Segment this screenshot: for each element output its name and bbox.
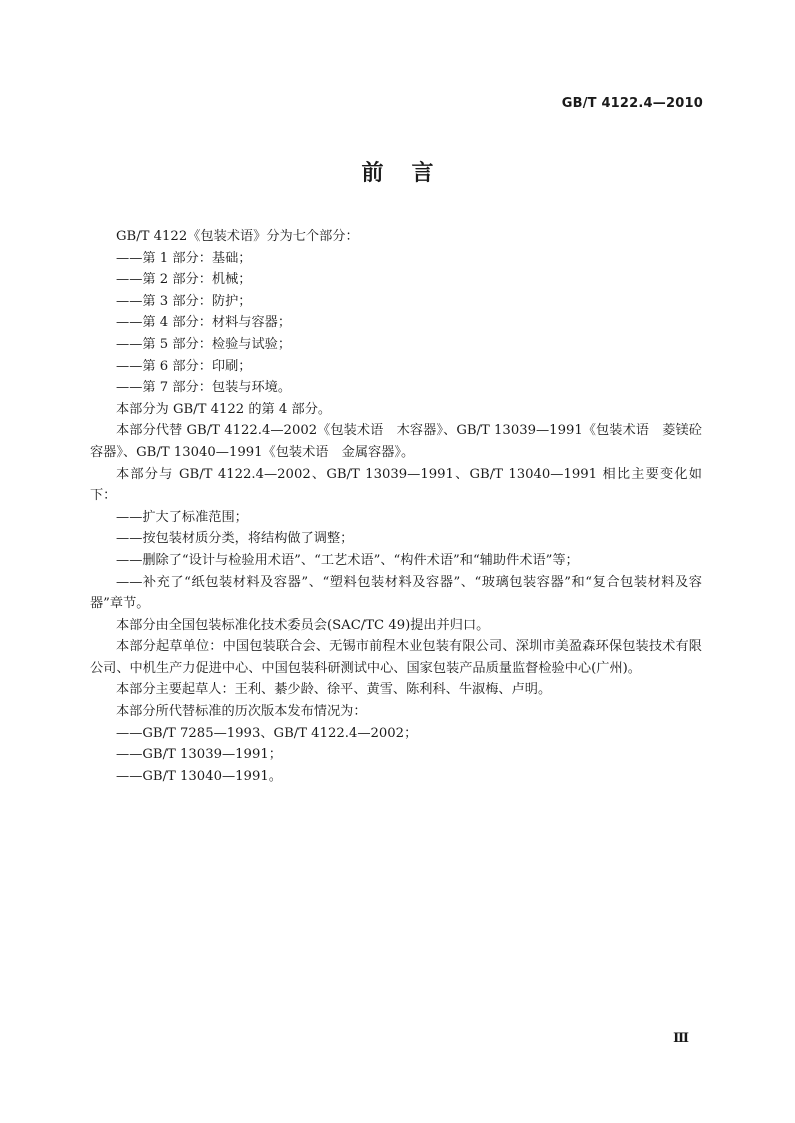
this-part-paragraph: 本部分为 GB/T 4122 的第 4 部分。: [116, 401, 332, 417]
change-list-item: ——补充了“纸包装材料及容器”、“塑料包装材料及容器”、“玻璃包装容器”和“复合包装材料及容器”章节。: [90, 574, 702, 612]
drafters-paragraph: 本部分主要起草人：王利、綦少龄、徐平、黄雪、陈利科、牛淑梅、卢明。: [116, 682, 552, 698]
part-list-item: ——第 3 部分：防护；: [116, 293, 252, 309]
page-number: Ⅲ: [673, 1031, 689, 1046]
history-intro-paragraph: 本部分所代替标准的历次版本发布情况为：: [116, 704, 367, 720]
standard-code: GB/T 4122.4—2010: [561, 96, 703, 111]
change-list-item: ——删除了“设计与检验用术语”、“工艺术语”、“构件术语”和“辅助件术语”等；: [116, 552, 579, 568]
change-list-item: ——按包装材质分类，将结构做了调整；: [116, 531, 354, 547]
changes-intro-paragraph: 本部分与 GB/T 4122.4—2002、GB/T 13039—1991、GB/T 13040—1991 相比主要变化如下：: [90, 466, 702, 504]
part-list-item: ——第 7 部分：包装与环境。: [116, 380, 292, 396]
proposed-by-paragraph: 本部分由全国包装标准化技术委员会(SAC/TC 49)提出并归口。: [116, 617, 490, 633]
history-list-item: ——GB/T 13039—1991；: [116, 747, 282, 763]
history-list-item: ——GB/T 13040—1991。: [116, 768, 282, 784]
part-list-item: ——第 2 部分：机械；: [116, 272, 252, 288]
intro-paragraph: GB/T 4122《包装术语》分为七个部分：: [116, 229, 359, 244]
part-list-item: ——第 1 部分：基础；: [116, 250, 252, 266]
page-title: 前言: [361, 161, 462, 186]
change-list-item: ——扩大了标准范围；: [116, 509, 248, 525]
part-list-item: ——第 6 部分：印刷；: [116, 358, 252, 374]
replaces-paragraph: 本部分代替 GB/T 4122.4—2002《包装术语 木容器》、GB/T 13039—1991《包装术语 菱镁砼容器》、GB/T 13040—1991《包装术语 金属容器》。: [90, 423, 702, 460]
document-body: [90, 226, 702, 787]
history-list-item: ——GB/T 7285—1993、GB/T 4122.4—2002；: [116, 725, 418, 741]
drafting-units-paragraph: 本部分起草单位：中国包装联合会、无锡市前程木业包装有限公司、深圳市美盈森环保包装技术有限公司、中机生产力促进中心、中国包装科研测试中心、国家包装产品质量监督检验中心(广州)。: [90, 639, 702, 676]
part-list-item: ——第 5 部分：检验与试验；: [116, 336, 292, 352]
part-list-item: ——第 4 部分：材料与容器；: [116, 315, 292, 331]
